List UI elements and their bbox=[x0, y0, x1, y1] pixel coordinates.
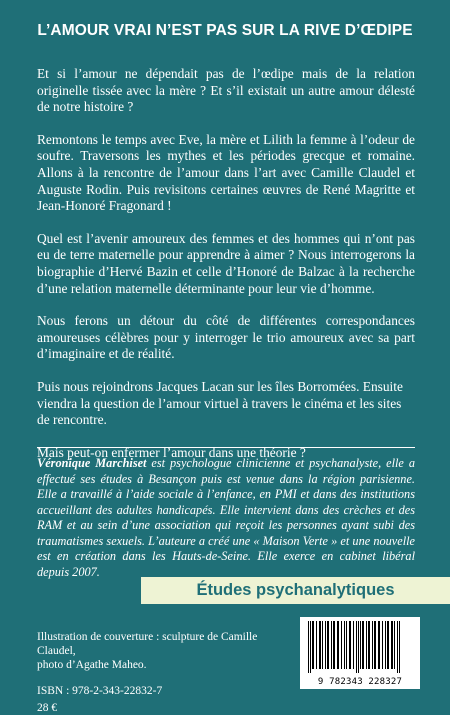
barcode-bar bbox=[397, 621, 398, 673]
blurb-paragraph-2: Remontons le temps avec Eve, la mère et Lilith la femme à l’odeur de soufre. Traversons les mythes et les périodes grecque et romaine. Allons à la rencontre de l’amour dans l’art avec Camille Claudel et Auguste Rodin. Puis revisitons certaines œuvres de René Magritte et Jean-Honoré Fragonard ! bbox=[37, 131, 415, 214]
blurb-paragraph-3: Quel est l’avenir amoureux des femmes et des hommes qui n’ont pas eu de terre maternelle pour apprendre à aimer ? Nous interrogerons la biographie d’Hervé Bazin et celle d’Honoré de Balzac à la recherche d’une relation maternelle déterminante pour leur vie d’homme. bbox=[37, 230, 415, 296]
price: 28 € bbox=[37, 702, 58, 714]
barcode-bar bbox=[366, 621, 367, 669]
barcode-bar bbox=[391, 621, 393, 669]
blurb-paragraph-5: Puis nous rejoindrons Jacques Lacan sur les îles Borromées. Ensuite viendra la question de l’amour virtuel à travers le cinéma et les sites de rencontre. bbox=[37, 378, 403, 428]
blurb-paragraph-1: Et si l’amour ne dépendait pas de l’œdipe mais de la relation originelle tissée avec la mère ? Et s’il existait un autre amour délesté de notre histoire ? bbox=[37, 66, 415, 115]
series-label: Études psychanalytiques bbox=[141, 577, 450, 604]
barcode-bar bbox=[387, 621, 389, 669]
barcode-bar bbox=[360, 621, 361, 669]
barcode-bar bbox=[344, 621, 345, 669]
isbn: ISBN : 978-2-343-22832-7 bbox=[37, 685, 163, 697]
back-cover-blurb bbox=[37, 66, 415, 477]
barcode-bar bbox=[308, 621, 309, 673]
barcode-bar bbox=[337, 621, 339, 669]
barcode-bar bbox=[327, 621, 329, 669]
barcode-bar bbox=[378, 621, 380, 669]
barcode-bar bbox=[356, 621, 357, 673]
barcode-bars bbox=[300, 617, 420, 677]
barcode-bar bbox=[374, 621, 376, 669]
barcode-bar bbox=[385, 621, 386, 669]
barcode-bar bbox=[394, 621, 395, 669]
barcode-bar bbox=[333, 621, 335, 669]
barcode bbox=[300, 617, 420, 689]
cover-footer bbox=[37, 630, 267, 715]
barcode-bar bbox=[382, 621, 383, 669]
barcode-bar bbox=[358, 621, 359, 673]
blurb-paragraph-4: Nous ferons un détour du côté de différentes correspondances amoureuses célèbres pour y interroger le trio amoureux avec sa part d’imaginaire et de réalité. bbox=[37, 313, 415, 362]
blurb-paragraph-6: Mais peut-on enfermer l’amour dans une théorie ? bbox=[37, 444, 306, 460]
barcode-bar bbox=[322, 621, 323, 669]
barcode-bar bbox=[368, 621, 370, 669]
author-bio bbox=[37, 456, 415, 580]
barcode-bar bbox=[399, 621, 400, 673]
barcode-bar bbox=[310, 621, 311, 673]
barcode-bar bbox=[346, 621, 347, 669]
author-bio-text: est psychologue clinicienne et psychanalyste, elle a effectué ses études à Besançon puis est venue dans la région parisienne. Elle a travaillé à l’aide sociale à l’enfance, en PMI et dans des institutions accueillant des adultes handicapés. Elle intervient dans des crèches et des RAM et au sein d’une association qui reçoit les personnes ayant subi des traumatismes sexuels. L’auteure a créé une « Maison Verte » et une nouvelle est en création dans les Hauts-de-Seine. Elle exerce en cabinet libéral depuis 2007. bbox=[37, 456, 415, 579]
author-name: Véronique Marchiset bbox=[37, 456, 147, 470]
barcode-bar bbox=[353, 621, 354, 669]
cover-credit-line-2: photo d’Agathe Maheo. bbox=[37, 659, 147, 671]
barcode-bar bbox=[325, 621, 326, 669]
book-title: L’AMOUR VRAI N’EST PAS SUR LA RIVE D’ŒDIPE bbox=[37, 22, 413, 39]
barcode-bar bbox=[319, 621, 321, 669]
cover-credit-line-1: Illustration de couverture : sculpture de Camille Claudel, bbox=[37, 631, 258, 657]
barcode-bar bbox=[316, 621, 317, 669]
barcode-bar bbox=[349, 621, 351, 669]
barcode-bar bbox=[372, 621, 373, 669]
section-divider bbox=[37, 447, 415, 448]
barcode-digits: 9 782343 228327 bbox=[317, 677, 403, 687]
barcode-bar bbox=[312, 621, 314, 669]
barcode-bar bbox=[362, 621, 364, 669]
barcode-bar bbox=[331, 621, 332, 669]
barcode-bar bbox=[341, 621, 342, 669]
